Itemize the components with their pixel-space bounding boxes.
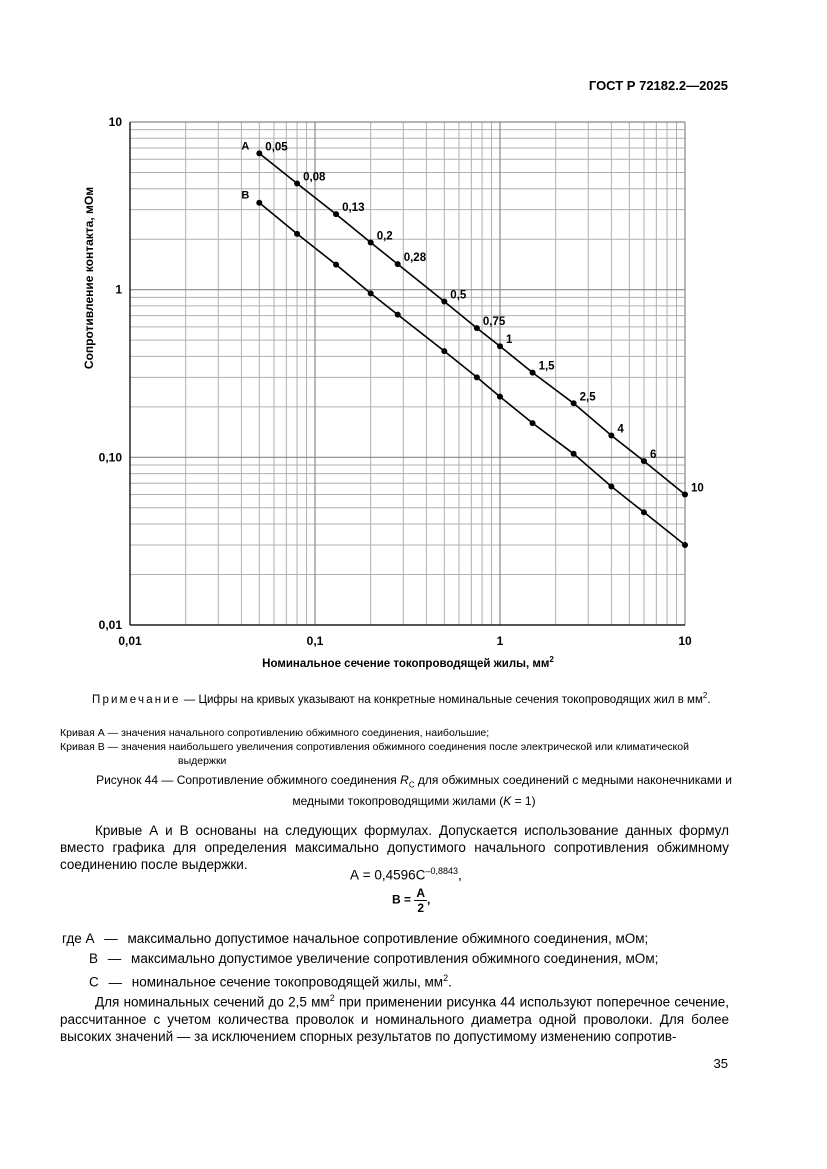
data-point <box>256 150 262 156</box>
data-point <box>682 542 688 548</box>
data-point <box>608 483 614 489</box>
data-point <box>608 432 614 438</box>
caption-part1: Рисунок 44 — Сопротивление обжимного соединения <box>96 773 401 787</box>
curve-b-description <box>60 740 728 768</box>
y-tick-label: 10 <box>108 115 122 129</box>
where-c-sup: 2 <box>443 973 449 983</box>
paragraph-1-text: Кривые А и В основаны на следующих формулах. Допускается использование данных формул вместо графика для определения максимально допустимого начального сопротивления обжимному соединению после выдержки. <box>60 823 729 872</box>
where-b-symbol: В <box>89 951 99 966</box>
data-label: 0,2 <box>376 230 393 243</box>
data-point <box>530 420 536 426</box>
caption-r-sub: C <box>408 780 415 790</box>
data-label: 2,5 <box>579 391 596 404</box>
where-a-dash: — <box>104 931 118 946</box>
chart-tick-labels <box>99 115 692 648</box>
data-point <box>571 400 577 406</box>
data-point <box>294 231 300 237</box>
y-tick-label: 0,10 <box>98 450 122 465</box>
formula-b <box>392 886 430 915</box>
x-tick-label: 1 <box>496 634 504 648</box>
data-label: 1,5 <box>538 360 555 373</box>
where-c-dash: — <box>108 974 123 990</box>
data-point <box>294 180 300 186</box>
data-label: 6 <box>649 449 657 462</box>
page-number: 35 <box>713 1056 728 1071</box>
where-prefix: где <box>62 931 82 946</box>
where-c-text: номинальное сечение токопроводящей жилы, мм <box>131 974 444 990</box>
caption-k: K <box>503 794 512 809</box>
formula-b-num: A <box>416 886 426 900</box>
figure-note <box>60 688 728 708</box>
formula-b-fraction <box>414 886 427 915</box>
y-tick-label: 1 <box>115 282 122 297</box>
figure-caption <box>60 772 768 809</box>
curve-a-label: Кривая А — <box>60 727 119 739</box>
note-end: . <box>707 693 711 706</box>
data-point <box>441 299 447 305</box>
data-point <box>497 394 503 400</box>
data-label: 1 <box>506 334 513 347</box>
data-point <box>368 240 374 246</box>
data-point <box>497 343 503 349</box>
data-point <box>395 261 401 267</box>
data-point <box>333 262 339 268</box>
data-point <box>368 290 374 296</box>
note-text: — Цифры на кривых указывают на конкретные номинальные сечения токопроводящих жил в мм <box>180 693 703 706</box>
series-line-A <box>259 153 685 494</box>
data-point <box>333 211 339 217</box>
data-label: 0,05 <box>265 141 288 154</box>
where-c-symbol: С <box>89 974 99 990</box>
formula-b-den: 2 <box>417 901 425 915</box>
formula-a-end: , <box>457 867 462 883</box>
data-label: 4 <box>617 423 624 436</box>
data-point <box>256 200 262 206</box>
paragraph-2-rest: при применении рисунка 44 используют поперечное сечение, рассчитанное с учетом количества проволок и номинального диаметра одной проволоки. Для более высоких значений — за исключением спорных результатов по допустимому изменению сопротив- <box>60 994 729 1044</box>
data-label: 0,5 <box>450 289 467 302</box>
where-c-end: . <box>448 974 452 990</box>
curve-b-text-cont: выдержки <box>178 755 227 767</box>
series-label-A: A <box>241 140 250 153</box>
chart-axes <box>130 122 685 625</box>
data-label: 0,08 <box>303 171 326 184</box>
paragraph-2-sup: 2 <box>329 993 335 1003</box>
formula-b-end: , <box>427 892 431 907</box>
caption-part2: для обжимных соединений с медными наконечниками и <box>414 773 732 787</box>
data-point <box>474 374 480 380</box>
data-label: 0,28 <box>403 252 427 265</box>
chart-grid-minor <box>130 122 685 625</box>
formula-a-base: А = 0,4596C <box>350 867 426 883</box>
note-label: Примечание <box>92 693 181 706</box>
paragraph-cross-section <box>60 990 729 1045</box>
caption-r: R <box>400 773 409 787</box>
series-line-B <box>259 203 685 545</box>
data-label: 0,13 <box>342 202 365 215</box>
formula-a-exp: –0,8843 <box>425 866 458 876</box>
data-point <box>474 325 480 331</box>
data-point <box>530 370 536 376</box>
data-label: 10 <box>691 482 704 495</box>
where-b-text: максимально допустимое увеличение сопротивления обжимного соединения, мОм; <box>131 951 659 966</box>
data-point <box>441 348 447 354</box>
data-label: 0,75 <box>482 316 506 329</box>
chart-x-axis-label: Номинальное сечение токопроводящей жилы, $мм^2$ <box>262 655 554 670</box>
note-sup: 2 <box>702 691 708 700</box>
caption-line2-part2: = 1) <box>511 794 536 809</box>
data-point <box>395 312 401 318</box>
curve-b-label: Кривая В — <box>60 741 119 753</box>
x-tick-label: 10 <box>678 634 692 648</box>
data-point <box>571 451 577 457</box>
where-b <box>89 950 658 967</box>
chart-grid-major <box>130 122 685 625</box>
data-point <box>641 509 647 515</box>
formula-a <box>350 866 462 883</box>
x-tick-label: 0,1 <box>306 634 324 648</box>
document-header: ГОСТ Р 72182.2—2025 <box>588 78 728 93</box>
series-label-B: B <box>241 189 250 202</box>
where-b-dash: — <box>107 951 122 966</box>
y-tick-label: 0,01 <box>98 618 122 632</box>
where-a-text: максимально допустимое начальное сопротивление обжимного соединения, мОм; <box>127 931 649 946</box>
where-c <box>89 970 452 991</box>
formula-b-lhs: B = <box>392 892 412 907</box>
data-point <box>682 492 688 498</box>
where-a-symbol: А <box>85 931 95 946</box>
chart-y-axis-label: Сопротивление контакта, мОм <box>82 186 96 370</box>
x-tick-label: 0,01 <box>118 634 142 648</box>
chart-series <box>241 140 703 548</box>
curve-a-description <box>60 726 728 740</box>
paragraph-2-start: Для номинальных сечений до 2,5 мм <box>95 994 330 1010</box>
where-a <box>62 930 648 947</box>
caption-line2-part1: медными токопроводящими жилами ( <box>292 794 504 809</box>
curve-b-text: значения наибольшего увеличения сопротивления обжимного соединения после электрической или климатической <box>118 741 689 753</box>
data-point <box>641 458 647 464</box>
curve-a-text: значения начального сопротивлению обжимного соединения, наибольшие; <box>118 727 490 739</box>
